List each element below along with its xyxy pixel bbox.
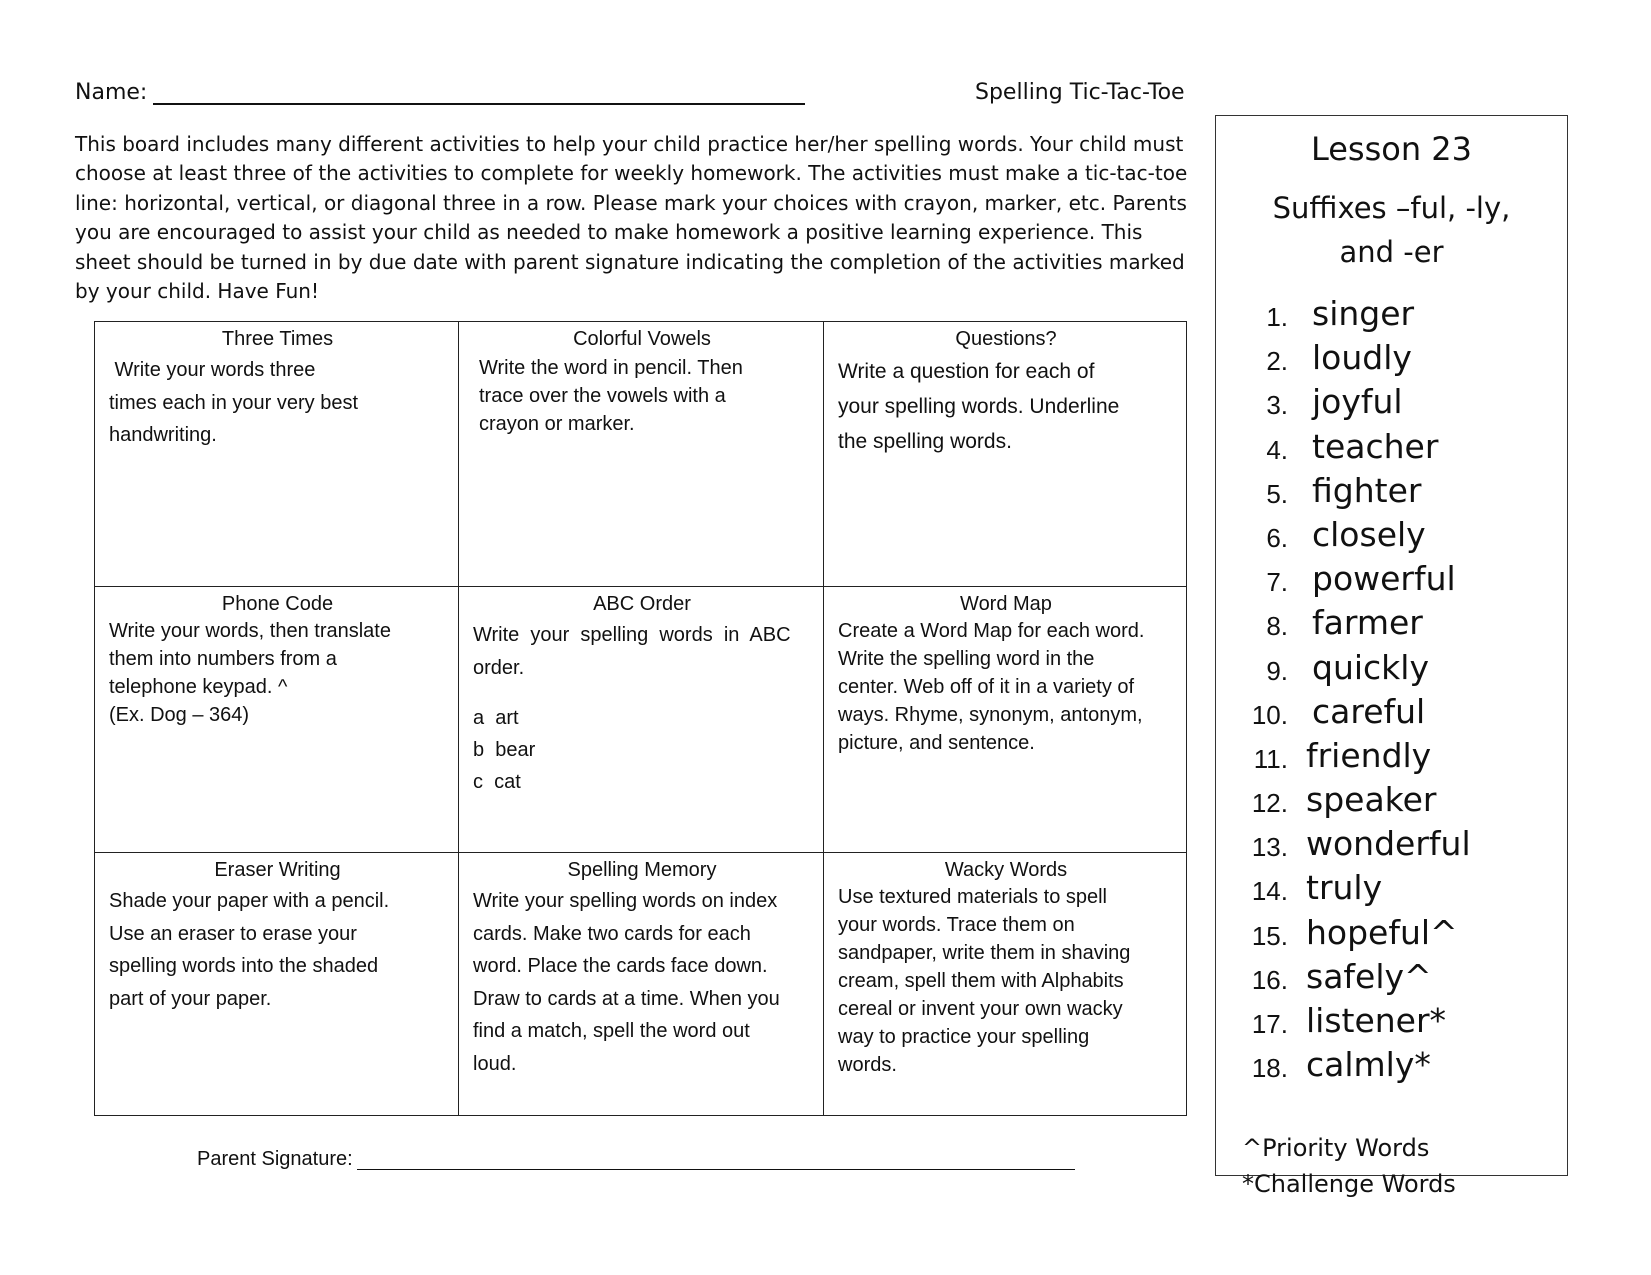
tic-tac-toe-board xyxy=(94,321,1187,1116)
activity-text: cereal or invent your own wacky xyxy=(838,998,1123,1020)
activity-text: Write the word in pencil. Then xyxy=(479,357,743,379)
signature-blank-line[interactable] xyxy=(357,1149,1075,1170)
word-legend xyxy=(1242,1130,1456,1202)
spelling-word: farmer xyxy=(1312,603,1423,643)
word-number: 1. xyxy=(1266,302,1288,332)
lesson-subtitle xyxy=(1216,186,1567,274)
abc-example: c cat xyxy=(473,771,521,793)
activity-text: handwriting. xyxy=(109,424,217,446)
activity-cell-three-times[interactable] xyxy=(95,322,459,587)
activity-text: word. Place the cards face down. xyxy=(473,955,768,977)
name-label: Name: xyxy=(75,80,148,105)
challenge-words-note: *Challenge Words xyxy=(1242,1170,1456,1198)
activity-title: Wacky Words xyxy=(944,859,1068,881)
activity-text: part of your paper. xyxy=(109,987,272,1010)
name-field xyxy=(75,80,805,105)
word-number: 5. xyxy=(1266,478,1288,509)
activity-title: Colorful Vowels xyxy=(573,328,711,350)
activity-cell-wacky-words[interactable] xyxy=(824,853,1186,1115)
activity-title: Three Times xyxy=(221,328,334,350)
activity-text: Write a question for each of xyxy=(838,360,1095,383)
spelling-word: safely^ xyxy=(1306,956,1432,996)
lesson-subtitle-line: and -er xyxy=(1339,235,1444,269)
lesson-title: Lesson 23 xyxy=(1310,130,1473,168)
word-list-item xyxy=(1228,294,1558,338)
priority-words-note: ^Priority Words xyxy=(1242,1134,1430,1162)
activity-cell-word-map[interactable] xyxy=(824,587,1186,853)
activity-text: order. xyxy=(473,656,525,679)
activity-text: Use an eraser to erase your xyxy=(109,922,357,945)
activity-cell-questions[interactable] xyxy=(824,322,1186,587)
word-number: 13. xyxy=(1251,832,1288,863)
word-list-item xyxy=(1228,648,1558,692)
activity-text: sandpaper, write them in shaving xyxy=(838,942,1131,964)
word-list-item xyxy=(1228,824,1558,868)
intro-paragraph: This board includes many different activities to help your child practice her/her spelling words. Your child must choose at least three of the activities to complete for weekly homework. The activities must make a tic-tac-toe line: horizontal, vertical, or diagonal three in a row. Please mark your choices with crayon, marker, etc. Parents you are encouraged to assist your child as needed to make homework a positive learning experience. This sheet should be turned in by due date with parent signature indicating the completion of the activities marked by your child. Have Fun! xyxy=(75,132,1188,304)
activity-title: Questions? xyxy=(955,328,1057,350)
name-blank-line[interactable] xyxy=(153,81,805,105)
spelling-word: truly xyxy=(1306,868,1383,908)
signature-label: Parent Signature: xyxy=(197,1148,353,1170)
activity-text: Draw to cards at a time. When you xyxy=(473,987,780,1010)
spelling-word: singer xyxy=(1312,294,1415,333)
page-title: Spelling Tic-Tac-Toe xyxy=(975,80,1185,105)
spelling-word: fighter xyxy=(1312,470,1422,510)
abc-example: b bear xyxy=(473,739,536,761)
spelling-word: listener* xyxy=(1306,1001,1447,1040)
parent-signature-field xyxy=(197,1148,1075,1171)
spelling-word: speaker xyxy=(1306,780,1437,820)
activity-text: times each in your very best xyxy=(109,391,358,414)
activity-text: spelling words into the shaded xyxy=(109,955,379,977)
abc-example: a art xyxy=(473,707,519,729)
word-list-item xyxy=(1228,382,1558,426)
activity-text: telephone keypad. ^ xyxy=(109,676,288,698)
word-number: 8. xyxy=(1266,611,1288,642)
activity-title: Eraser Writing xyxy=(214,859,341,881)
word-number: 6. xyxy=(1266,522,1288,553)
activity-text: cream, spell them with Alphabits xyxy=(838,970,1124,992)
activity-cell-abc-order[interactable] xyxy=(459,587,824,853)
word-number: 16. xyxy=(1251,964,1288,995)
word-number: 7. xyxy=(1266,567,1288,598)
spelling-word: hopeful^ xyxy=(1306,912,1458,952)
spelling-word: friendly xyxy=(1306,735,1432,775)
activity-text: picture, and sentence. xyxy=(838,732,1035,754)
activity-text: loud. xyxy=(473,1052,517,1075)
activity-text: Create a Word Map for each word. xyxy=(838,620,1145,642)
activity-text: Write the spelling word in the xyxy=(838,648,1095,670)
activity-text: ways. Rhyme, synonym, antonym, xyxy=(838,704,1143,726)
activity-title: Phone Code xyxy=(221,593,334,615)
activity-text: Write your words three xyxy=(109,359,316,381)
word-number: 9. xyxy=(1266,655,1288,686)
activity-cell-colorful-vowels[interactable] xyxy=(459,322,824,587)
activity-text: Write your words, then translate xyxy=(109,620,391,642)
activity-text: way to practice your spelling xyxy=(838,1026,1090,1048)
word-list-item xyxy=(1228,1001,1558,1045)
word-number: 11. xyxy=(1253,743,1288,774)
word-list-item xyxy=(1228,338,1558,382)
activity-title: Word Map xyxy=(960,593,1052,615)
word-number: 18. xyxy=(1251,1053,1288,1084)
activity-cell-phone-code[interactable] xyxy=(95,587,459,853)
spelling-word: teacher xyxy=(1312,426,1439,466)
spelling-word: quickly xyxy=(1312,647,1429,687)
word-list-item xyxy=(1228,868,1558,912)
word-list-item xyxy=(1228,913,1558,957)
activity-text: your words. Trace them on xyxy=(838,914,1075,936)
activity-title: Spelling Memory xyxy=(567,859,717,881)
word-number: 4. xyxy=(1266,434,1288,465)
spelling-word: loudly xyxy=(1312,338,1412,378)
activity-text: crayon or marker. xyxy=(479,413,635,435)
word-number: 2. xyxy=(1266,346,1288,377)
spelling-word: powerful xyxy=(1312,559,1456,599)
word-number: 17. xyxy=(1251,1009,1288,1039)
activity-text: Write your spelling words on index xyxy=(473,890,778,912)
word-list-item xyxy=(1228,1045,1558,1089)
word-number: 12. xyxy=(1251,788,1288,819)
word-list-item xyxy=(1228,471,1558,515)
spelling-word: closely xyxy=(1312,514,1426,554)
activity-text: Write your spelling words in ABC xyxy=(473,624,791,646)
activity-cell-eraser-writing[interactable] xyxy=(95,853,459,1115)
activity-text: center. Web off of it in a variety of xyxy=(838,676,1135,698)
activity-text: your spelling words. Underline xyxy=(838,395,1120,418)
word-list-item xyxy=(1228,603,1558,647)
spelling-word: careful xyxy=(1312,691,1426,731)
spelling-word-list xyxy=(1228,294,1558,1089)
word-list-item xyxy=(1228,736,1558,780)
activity-text: words. xyxy=(838,1054,897,1076)
activity-text: (Ex. Dog – 364) xyxy=(109,704,250,726)
word-list-item xyxy=(1228,427,1558,471)
activity-text: Shade your paper with a pencil. xyxy=(109,890,390,912)
activity-text: them into numbers from a xyxy=(109,648,337,670)
word-list-item xyxy=(1228,559,1558,603)
activity-text: Use textured materials to spell xyxy=(838,886,1108,908)
activity-title: ABC Order xyxy=(593,593,691,615)
spelling-word: joyful xyxy=(1312,382,1403,422)
lesson-panel xyxy=(1215,115,1568,1198)
activity-text: trace over the vowels with a xyxy=(479,385,726,407)
activity-text: cards. Make two cards for each xyxy=(473,922,751,945)
word-list-item xyxy=(1228,780,1558,824)
activity-cell-spelling-memory[interactable] xyxy=(459,853,824,1115)
word-number: 10. xyxy=(1251,699,1288,730)
word-list-item xyxy=(1228,957,1558,1001)
activity-text: the spelling words. xyxy=(838,430,1012,453)
lesson-subtitle-line: Suffixes –ful, -ly, xyxy=(1272,191,1511,225)
word-list-item xyxy=(1228,515,1558,559)
spelling-word: calmly* xyxy=(1306,1045,1431,1085)
activity-text: find a match, spell the word out xyxy=(473,1020,750,1042)
word-number: 15. xyxy=(1251,920,1288,951)
word-list-item xyxy=(1228,692,1558,736)
spelling-word: wonderful xyxy=(1306,824,1471,864)
word-number: 14. xyxy=(1251,876,1288,907)
word-number: 3. xyxy=(1266,390,1288,421)
